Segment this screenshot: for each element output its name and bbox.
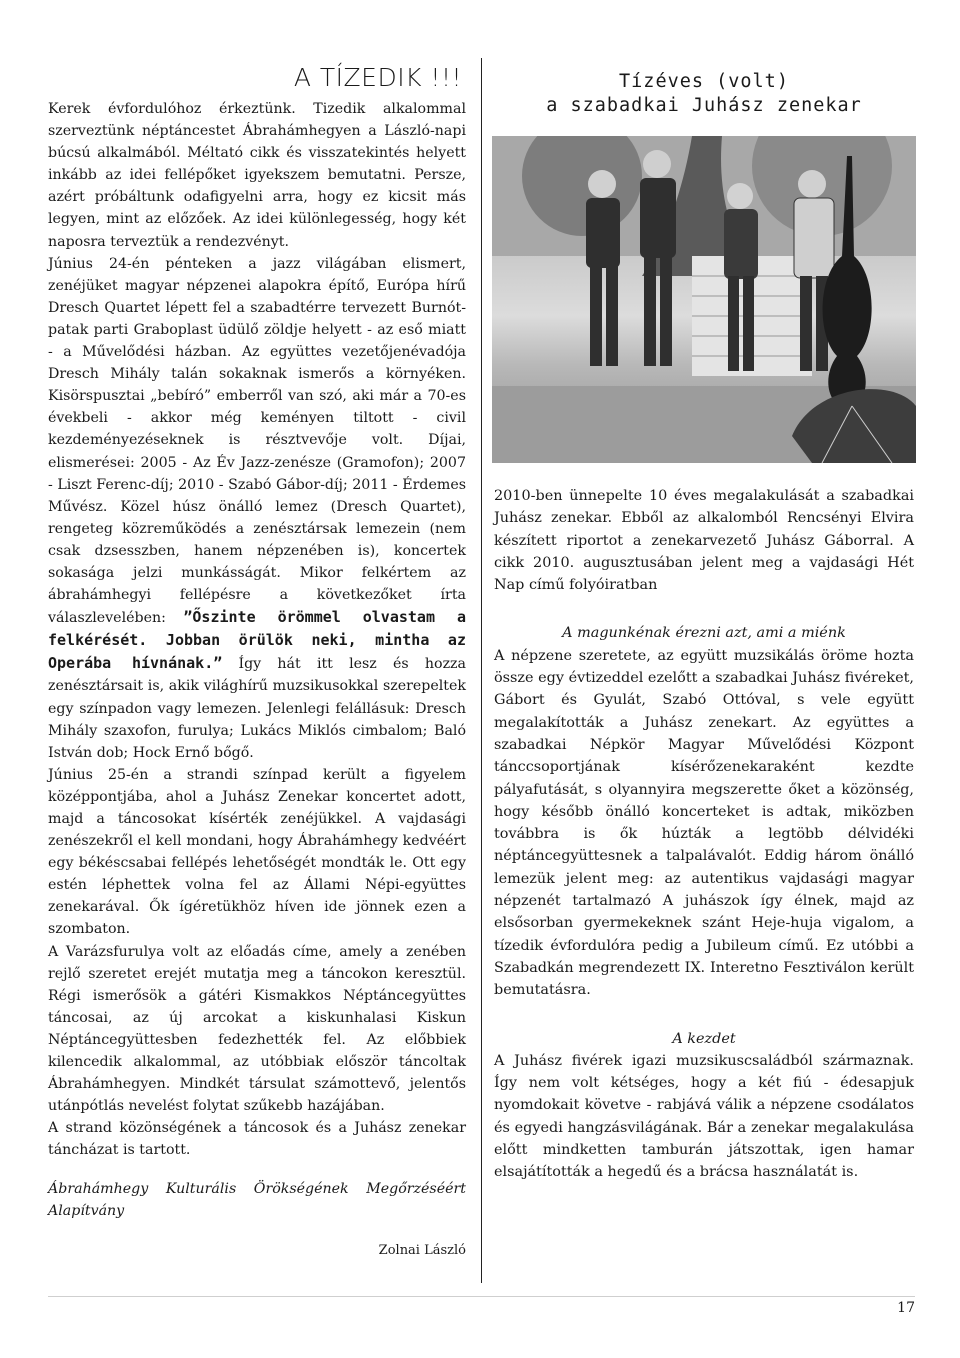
section-heading-2: A kezdet bbox=[672, 1030, 736, 1047]
section-body-1: A népzene szeretete, az együtt muzsikálás öröme hozta össze egy évtizeddel ezelőtt a szabadkai Juhász fivéreket, Gábort és Gyulát, Szabó Ottóval, s vele együtt megalakították a Juhász zenekart. Az együttes a szabadkai Népkör Magyar Művelődési Központ tánccsoportjának kísérőzenekaraként kezdte pályafutását, s olyannyira megszerette őket a közönség, hogy később önálló koncerteket is adtak, miközben továbbra is ők húzták a legtöbb délvidéki néptáncegyüttesnek a talpalávalót. Eddig három önálló lemezük jelent meg: az autentikus vajdasági magyar népzenét tartalmazó A juhászok így élnek, majd az elsősorban gyermekeknek szánt Heje-huja vigalom, a tízedik évfordulóra pedig a Jubileum című. Ez utóbbi a Szabadkán megrendezett IX. Interetno Fesztiválon került bemutatásra. bbox=[494, 647, 914, 999]
sidebar-title-line2: a szabadkai Juhász zenekar bbox=[546, 95, 862, 116]
dresch-quote: ”Őszinte örömmel olvastam a felkérését. Jobban örülök neki, mintha az Operába hívnának.” bbox=[48, 608, 466, 673]
sidebar-title-line1: Tízéves (volt) bbox=[619, 71, 789, 92]
page-number: 17 bbox=[897, 1300, 915, 1316]
article-title: A TÍZEDIK !!! bbox=[293, 63, 462, 92]
footer-rule bbox=[48, 1296, 915, 1297]
paragraph-juhasz: Június 25-én a strandi színpad került a figyelem középpontjába, ahol a Juhász Zenekar koncertet adott, majd a táncosokat kísérték zenéjükkel. A vajdasági zenészekről el kell mondani, hogy Ábrahámhegy kedvéért egy békéscsabai fellépés lehetőségét mondták le. Ott egy estén léphettek volna fel az Állami Népi-együttes zenekarával. Ők ígéretükhöz híven ide jönnek ezen a szombaton. bbox=[48, 766, 466, 938]
paragraph-varazsfurulya: A Varázsfurulya volt az előadás címe, amely a zenében rejlő szeretet erejét mutatja meg a táncokon keresztül. Régi ismerősök a gátéri Kismakkos Néptáncegyüttes táncosai, az új arcokat a kiskunhalasi Kiskun Néptáncegyüttesben fedezhették fel. Az előbbiek kilencedik alkalommal, az utóbbiak először táncoltak Ábrahámhegyen. Mindkét társulat számottevő, jelentős utánpótlás nevelést folytat szűkebb hazájában. bbox=[48, 943, 466, 1115]
sidebar-body bbox=[494, 622, 914, 1183]
paragraph-intro: Kerek évfordulóhoz érkeztünk. Tizedik alkalommal szerveztünk néptáncestet Ábrahámhegyen a László-napi búcsú alkalmából. Méltató cikk és visszatekintés helyett inkább az idei fellépőket igyekszem bemutatni. Persze, azért próbáltunk odafigyelni arra, hogy ez kicsit más legyen, mint az előzőek. Az idei különlegesség, hogy két naposra terveztük a rendezvényt. bbox=[48, 101, 466, 250]
paragraph-dresch bbox=[48, 253, 466, 764]
section-body-2: A Juhász fivérek igazi muzsikuscsaládból származnak. Így nem volt kétséges, hogy a két fiú - édesapjuk nyomdokait követve - rabjává válik a népzene csodálatos és egyedi hangzásvilágának. Bár a zenekar megalakulása előtt mindketten tamburán játszottak, igen hamar elsajátították a hegedű és a brácsa használatát is. bbox=[494, 1052, 914, 1181]
paragraph-dresch-text: Június 24-én pénteken a jazz világában elismert, zenéjüket magyar népzenei alapokra építő, Európa hírű Dresch Quartet lépett fel a szabadtérre tervezett Burnót-patak parti Graboplast üdülő zöldje helyett - az eső miatt - a Művelődési házban. Az együttes vezetőjenévadója Dresch Mihály talán sokaknak ismerős a környéken. Kisörspusztai „bebíró” emberről van szó, aki már a 70-es évekbeli - akkor még keményen tiltott - civil kezdeményezéseknek is résztvevője volt. Díjai, elismerései: 2005 - Az Év Jazz-zenésze (Gramofon); 2007 - Liszt Ferenc-díj; 2010 - Szabó Gábor-díj; 2011 - Érdemes Művész. Közel húsz önálló lemez (Dresch Quartet), rengeteg közreműködés a zenésztársak lemezein (nem csak dzsesszben, hanem népzenében is), koncertek sokasága jelzi munkásságát. Mikor felkértem az ábrahámhegyi fellépésre a következőket írta válaszlevelében: bbox=[48, 255, 466, 627]
paragraph-tanchaz: A strand közönségének a táncosok és a Juhász zenekar táncházat is tartott. bbox=[48, 1120, 466, 1159]
signature-organization: Ábrahámhegy Kulturális Örökségének Megőrzéséért Alapítvány bbox=[48, 1180, 466, 1219]
paragraph-dresch-continued: Így hát itt lesz és hozza zenésztársait is, akik világhírű muzsikusokkal szerepeltek egy színpadon vagy lemezen. Jelenlegi felállásuk: Dresch Mihály szaxofon, furulya; Lukács Miklós cimbalom; Baló István dob; Hock Ernő bőgő. bbox=[48, 656, 466, 761]
sidebar-title bbox=[494, 70, 914, 118]
section-heading-1: A magunkénak érezni azt, ami a miénk bbox=[562, 625, 846, 642]
right-column bbox=[494, 70, 914, 1184]
column-divider bbox=[481, 58, 482, 1283]
left-column bbox=[48, 62, 466, 1262]
photo-caption: 2010-ben ünnepelte 10 éves megalakulását a szabadkai Juhász zenekar. Ebből az alkalomból Rencsényi Elvira készített riportot a zenekarvezető Juhász Gáborral. A cikk 2010. augusztusában jelent meg a vajdasági Hét Nap című folyóiratban bbox=[494, 488, 914, 594]
band-photo bbox=[492, 136, 916, 463]
signature-author: Zolnai László bbox=[378, 1242, 466, 1258]
